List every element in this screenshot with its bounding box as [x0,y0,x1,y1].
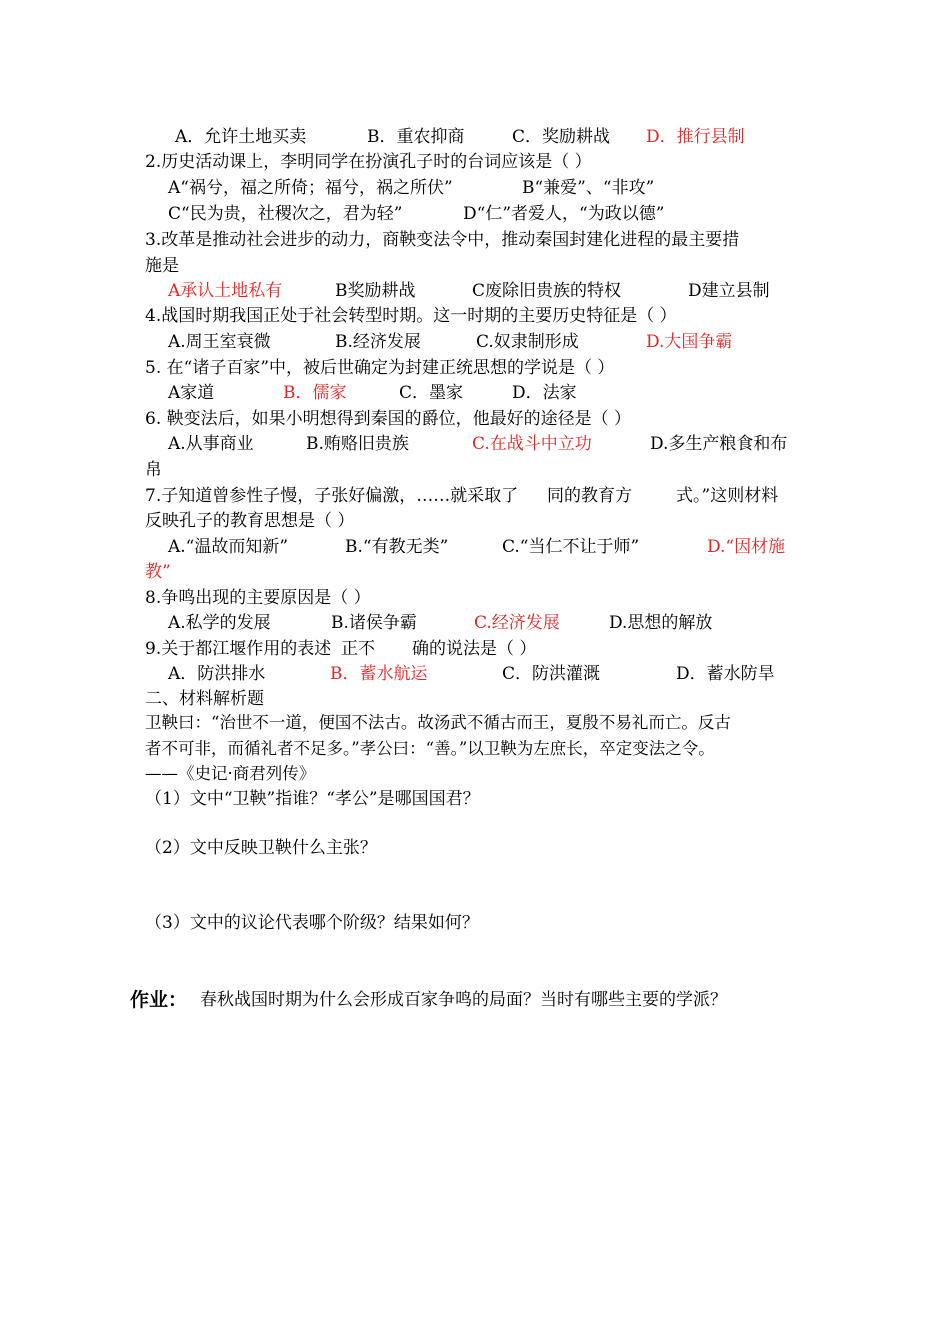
q7-option-d-answer: D.“因材施 [707,537,786,557]
q4-option-b: B.经济发展 [335,332,421,352]
q1-option-a: A．允许土地买卖 [175,127,307,147]
q9-stem-part3: 确的说法是（ ） [412,639,537,659]
q9-stem-part1: 9.关于都江堰作用的表述 [145,639,332,659]
q4-option-a: A.周王室衰微 [168,332,271,352]
q5-option-b-answer: B．儒家 [283,383,347,403]
q6-option-d-cont: 帛 [145,460,162,480]
q8-option-a: A.私学的发展 [168,613,271,633]
q8-stem-text: 8.争鸣出现的主要原因是（ ） [145,588,371,608]
q2-option-d: D“仁”者爱人，“为政以德” [463,204,665,224]
q5-option-c: C．墨家 [399,383,464,403]
q3-option-c: C废除旧贵族的特权 [472,281,622,301]
homework-text: 春秋战国时期为什么会形成百家争鸣的局面？当时有哪些主要的学派？ [200,990,727,1010]
q2-option-c: C“民为贵，社稷次之，君为轻” [168,204,403,224]
q7-stem-part3: 式。”这则材料 [676,486,779,506]
section2-heading-text: 二、材料解析题 [145,689,264,709]
q8-option-b: B.诸侯争霸 [331,613,417,633]
q7-option-a: A.“温故而知新” [168,537,289,557]
q2-stem-text: 2.历史活动课上，李明同学在扮演孔子时的台词应该是（ ） [145,152,592,172]
q8-option-c-answer: C.经济发展 [474,613,560,633]
q6-option-c-answer: C.在战斗中立功 [472,434,592,454]
q3-stem-line1: 3.改革是推动社会进步的动力，商鞅变法令中，推动秦国封建化进程的最主要措 [145,230,740,250]
homework-label: 作业： [130,989,188,1011]
q5-option-d: D．法家 [512,383,577,403]
q1-option-c: C．奖励耕战 [512,127,611,147]
q3-option-b: B奖励耕战 [335,281,416,301]
q9-option-c: C．防洪灌溉 [502,664,601,684]
material-line1-text: 卫鞅曰：“治世不一道，便国不法古。故汤武不循古而王，夏殷不易礼而亡。反古 [145,713,731,732]
q6-option-d: D.多生产粮食和布 [650,434,788,454]
q3-stem-line2: 施是 [145,256,179,276]
material-line2-text: 者不可非，而循礼者不足多。”孝公曰：“善。”以卫鞅为左庶长，卒定变法之令。 [145,739,715,758]
section2-q2-text: （2）文中反映卫鞅什么主张？ [145,838,377,858]
q6-option-b: B.贿赂旧贵族 [306,434,409,454]
q7-option-c: C.“当仁不让于师” [502,537,640,557]
q7-stem-part1: 7.子知道曾参性子慢，子张好偏激，……就采取了 [145,486,519,506]
q3-option-a-answer: A承认土地私有 [168,281,283,301]
q6-option-a: A.从事商业 [168,434,254,454]
q7-option-b: B.“有教无类” [345,537,449,557]
q2-option-a: A“祸兮，福之所倚；福兮，祸之所伏” [168,178,453,198]
section2-q1-text: （1）文中“卫鞅”指谁？“孝公”是哪国国君？ [145,789,480,809]
q9-option-a: A．防洪排水 [168,664,266,684]
q3-option-d: D建立县制 [688,281,770,301]
q8-option-d: D.思想的解放 [609,613,713,633]
q4-stem-text: 4.战国时期我国正处于社会转型时期。这一时期的主要历史特征是（ ） [145,306,677,326]
q6-stem-text: 6. 鞅变法后，如果小明想得到秦国的爵位，他最好的途径是（ ） [145,409,632,429]
q1-option-b: B．重农抑商 [367,127,465,147]
q7-stem-line2: 反映孔子的教育思想是（ ） [145,511,355,531]
material-source-text: ——《史记·商君列传》 [145,764,316,783]
q4-option-d-answer: D.大国争霸 [646,332,733,352]
q7-stem-part2: 同的教育方 [547,486,632,506]
q4-option-c: C.奴隶制形成 [476,332,579,352]
q5-stem-text: 5. 在“诸子百家”中，被后世确定为封建正统思想的学说是（ ） [145,358,615,378]
q2-option-b: B“兼爱”、“非攻” [522,178,655,198]
q5-option-a: A家道 [168,383,215,403]
q9-stem-part2: 正不 [341,639,375,659]
q1-option-d-answer: D．推行县制 [646,127,745,147]
q9-option-d: D．蓄水防旱 [676,664,775,684]
q7-option-d-cont: 教” [145,562,171,582]
section2-q3-text: （3）文中的议论代表哪个阶级？结果如何？ [145,913,479,933]
q9-option-b-answer: B．蓄水航运 [330,664,428,684]
